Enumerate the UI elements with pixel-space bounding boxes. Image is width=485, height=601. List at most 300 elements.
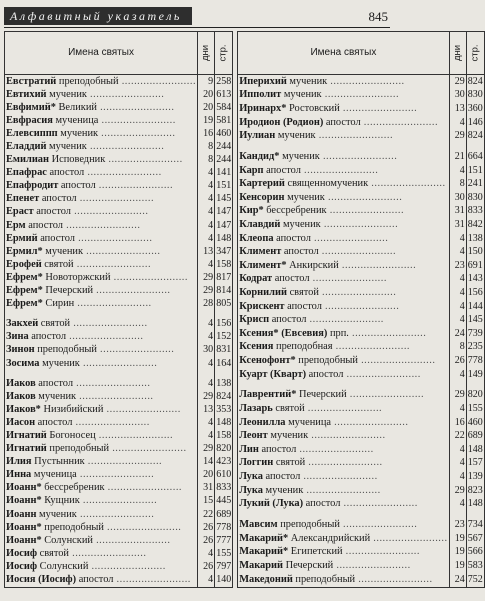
page-value: 149 [467,368,483,380]
saint-name: Иосиф Солунский ........................ [5,560,198,573]
index-row [238,402,485,416]
day-value: 20 [198,88,215,101]
saint-name: Илия Пустынник ........................ [5,456,198,469]
day-value: 31 [198,482,215,495]
day-value: 4 [449,313,466,327]
day-value: 16 [198,127,215,140]
page-value: 423 [216,456,232,468]
page-value: 241 [467,178,483,190]
day-value: 22 [198,508,215,521]
page-value: 567 [467,532,483,544]
saint-name: Ерм апостол ........................ [5,219,198,232]
saint-name: Кенсорин мученик ........................ [238,191,449,205]
day-value: 13 [198,245,215,258]
page-value: 613 [216,88,232,100]
page-value: 460 [216,127,232,139]
col-header-name: Имена святых [5,32,198,75]
index-row [5,534,233,547]
page-value: 566 [467,546,483,558]
page-value: 777 [216,534,232,546]
saint-name: Корнилий святой ........................ [238,286,449,300]
saint-name: Иперихий мученик ........................ [238,75,449,89]
day-value: 4 [449,300,466,314]
page-number: 845 [368,9,388,24]
index-row [238,218,485,232]
day-value: 31 [449,205,466,219]
saint-name: Епенет апостол ........................ [5,193,198,206]
saint-name: Климент* Анкирский ........................ [238,259,449,273]
saint-name: Лин апостол ........................ [238,443,449,457]
page-value: 150 [467,246,483,258]
page-value: 244 [216,154,232,166]
day-value: 4 [449,497,466,511]
letter-gap [238,143,485,150]
running-header [4,6,390,28]
page-value: 805 [216,298,232,310]
saint-name: Ефрем* Новоторжский ........................ [5,271,198,284]
saint-name: Климент апостол ........................ [238,245,449,259]
saint-name: Инна мученица ........................ [5,469,198,482]
index-row [5,258,233,271]
index-row [5,443,233,456]
page-value: 778 [216,521,232,533]
day-value: 4 [198,167,215,180]
saint-name: Зина апостол ........................ [5,331,198,344]
day-value: 4 [449,368,466,382]
index-row [5,508,233,521]
day-value: 28 [198,298,215,311]
saint-name: Зинон преподобный ........................ [5,344,198,357]
saint-name: Картерий священномученик ........................ [238,177,449,191]
index-row [5,271,233,284]
day-value: 30 [449,89,466,103]
day-value: 4 [198,547,215,560]
page-value: 583 [467,559,483,571]
page-value: 360 [467,103,483,114]
page-value: 146 [467,116,483,128]
saint-name: Евтихий мученик ........................ [5,88,198,101]
day-value: 9 [198,75,215,89]
page-value: 820 [467,389,483,401]
page-value: 151 [467,164,483,176]
page-value: 734 [467,519,483,531]
saint-name: Иродион (Родион) апостол ........................ [238,116,449,130]
index-row [5,482,233,495]
saint-name: Ераст апостол ........................ [5,206,198,219]
col-header-page: стр. [215,32,233,75]
index-row [5,456,233,469]
page-value: 814 [216,285,232,297]
day-value: 29 [198,271,215,284]
page-value: 144 [467,300,483,312]
page-value: 158 [216,429,232,441]
page-value: 141 [216,167,232,179]
index-row [5,154,233,167]
index-row [238,205,485,219]
index-row [238,416,485,430]
saint-name: Епафрас апостол ........................ [5,167,198,180]
day-value: 4 [198,416,215,429]
page-value: 148 [216,416,232,428]
page-value: 145 [467,314,483,326]
day-value: 4 [198,331,215,344]
day-value: 26 [198,560,215,573]
page-value: 138 [467,232,483,244]
index-columns [4,31,483,588]
saint-name: Ерофей святой ........................ [5,258,198,271]
day-value: 31 [449,218,466,232]
col-header-days: дни [449,32,466,75]
saint-name: Иаков апостол ........................ [5,377,198,390]
index-row [238,457,485,471]
index-row [238,75,485,89]
saint-name: Македоний преподобный ........................ [238,573,449,587]
index-row [5,114,233,127]
index-row [5,193,233,206]
day-value: 29 [449,75,466,89]
index-row [238,484,485,498]
page-value: 584 [216,101,232,113]
page-value: 235 [467,341,483,353]
letter-gap [238,511,485,518]
page-value: 148 [467,443,483,455]
day-value: 4 [198,357,215,370]
day-value: 26 [198,534,215,547]
day-value: 29 [198,285,215,298]
index-row [5,521,233,534]
index-table-left-body [5,75,233,588]
saint-name: Лука мученик ........................ [238,484,449,498]
index-row [5,127,233,140]
saint-name: Евстратий преподобный ........................ [6,75,197,87]
day-value: 4 [449,470,466,484]
page-value: 258 [216,75,232,87]
saint-name: Ксения* (Евсевия) прп. ........................ [238,327,449,341]
page-value: 143 [467,273,483,285]
page-value: 830 [467,89,483,101]
saint-name: Куарт (Кварт) апостол ........................ [238,368,449,382]
saint-name: Лаврентий* Печерский ........................ [238,389,449,403]
day-value: 24 [449,573,466,587]
index-row [238,389,485,403]
index-row [238,232,485,246]
saint-name: Крисп апостол ........................ [238,313,449,327]
page-value: 778 [467,354,483,366]
page-value: 157 [467,457,483,469]
day-value: 4 [449,402,466,416]
page-value: 797 [216,560,232,572]
day-value: 8 [449,341,466,355]
index-row [5,285,233,298]
saint-name: Леонт мученик ........................ [238,429,449,443]
page-value: 689 [467,430,483,442]
day-value: 22 [449,429,466,443]
page-value: 820 [216,443,232,455]
day-value: 4 [198,318,215,331]
day-value: 8 [198,154,215,167]
saint-name: Иоанн мученик ........................ [5,508,198,521]
day-value: 4 [449,286,466,300]
page-value: 148 [216,232,232,244]
saint-name: Макарий* Египетский ........................ [238,545,449,559]
index-row [238,259,485,273]
page-value: 752 [466,573,484,587]
index-row [238,191,485,205]
day-value: 19 [449,559,466,573]
page-value: 689 [216,508,232,520]
index-row [238,559,485,573]
index-row [238,300,485,314]
saint-name: Емилиан Исповедник ........................ [5,154,198,167]
page-value: 691 [467,259,483,271]
saint-name: Ипполит мученик ........................ [238,89,449,103]
day-value: 4 [198,232,215,245]
saint-name: Ефрем* Сирин ........................ [5,298,198,311]
day-value: 4 [198,258,215,271]
index-row [238,327,485,341]
saint-name: Кодрат апостол ........................ [238,273,449,287]
saint-name: Иоанн* Кущник ........................ [5,495,198,508]
index-row [238,497,485,511]
index-row [238,245,485,259]
day-value: 4 [449,443,466,457]
saint-name: Лука апостол ........................ [238,470,449,484]
page-value: 460 [467,416,483,428]
page-value: 353 [216,403,232,415]
saint-name: Еладдий мученик ........................ [5,140,198,153]
saint-name: Иаков* Низибийский ........................ [5,403,198,416]
index-row [5,232,233,245]
header-title: Алфавитный указатель [4,7,192,25]
day-value: 4 [198,219,215,232]
page-value: 156 [216,318,232,330]
day-value: 4 [449,245,466,259]
saint-name: Ермий апостол ........................ [5,232,198,245]
saint-name: Игнатий преподобный ........................ [5,443,198,456]
saint-name: Елевсиппп мученик ........................ [5,127,198,140]
saint-name: Ефрем* Печерский ........................ [5,285,198,298]
index-row [5,344,233,357]
day-value: 13 [449,102,466,116]
saint-name: Иулиан мученик ........................ [238,129,449,143]
day-value: 19 [449,532,466,546]
page-value: 581 [216,114,232,126]
saint-name: Кир* бессребреник ........................ [238,205,449,219]
page-value: 138 [216,377,232,389]
index-row [5,101,233,114]
page-value: 610 [216,469,232,481]
index-row [238,368,485,382]
day-value: 8 [449,177,466,191]
page-value: 824 [467,75,483,87]
saint-name: Клавдий мученик ........................ [238,218,449,232]
index-row [238,313,485,327]
page-value: 817 [216,271,232,283]
index-row [5,245,233,258]
page-value: 140 [215,573,233,587]
index-row [5,429,233,442]
saint-name: Епафродит апостол ........................ [5,180,198,193]
day-value: 19 [198,114,215,127]
page-value: 842 [467,219,483,231]
index-row [5,377,233,390]
index-row [238,116,485,130]
index-row [5,403,233,416]
day-value: 19 [449,545,466,559]
day-value: 29 [198,390,215,403]
day-value: 20 [198,101,215,114]
page-value: 347 [216,245,232,257]
page-value: 445 [216,495,232,507]
page-value: 831 [216,344,232,356]
day-value: 20 [198,469,215,482]
page-value: 151 [216,180,232,192]
page-value: 833 [216,482,232,494]
saint-name: Макарий Печерский ........................ [238,559,449,573]
index-row [5,219,233,232]
page-value: 139 [467,470,483,482]
page-value: 147 [216,219,232,231]
page-value: 155 [467,403,483,414]
index-table-left [4,31,233,588]
page-value: 664 [467,151,483,163]
index-row [5,331,233,344]
page-value: 148 [467,498,483,510]
day-value: 14 [198,456,215,469]
index-row [5,180,233,193]
day-value: 24 [449,327,466,341]
page-value: 739 [467,327,483,339]
saint-name: Крискент апостол ........................ [238,300,449,314]
day-value: 8 [198,140,215,153]
saint-name: Зосима мученик ........................ [5,357,198,370]
index-table-right-body [238,75,485,588]
page-value: 158 [216,258,232,270]
day-value: 4 [198,206,215,219]
day-value: 23 [449,518,466,532]
day-value: 4 [198,377,215,390]
index-row [238,532,485,546]
saint-name: Лазарь святой ........................ [238,402,449,416]
index-row [238,354,485,368]
col-header-name: Имена святых [238,32,449,75]
saint-name: Евфимий* Великий ........................ [5,101,198,114]
day-value: 23 [449,259,466,273]
index-row [5,318,233,331]
saint-name: Леонилла мученица ........................ [238,416,449,430]
index-row [238,102,485,116]
page-value: 164 [216,357,232,369]
index-row [5,573,233,587]
index-row [5,547,233,560]
index-row [5,206,233,219]
day-value: 29 [449,129,466,143]
index-row [5,140,233,153]
col-header-page: стр. [466,32,484,75]
saint-name: Макарий* Александрийский ........................ [239,532,448,544]
day-value: 26 [198,521,215,534]
day-value: 4 [449,457,466,471]
letter-gap [5,370,233,377]
saint-name: Иасон апостол ........................ [5,416,198,429]
saint-name: Карп апостол ........................ [238,164,449,178]
saint-name: Евфрасия мученица ........................ [5,114,198,127]
index-row [5,88,233,101]
page-value: 147 [216,206,232,218]
page-value: 155 [216,547,232,559]
index-row [238,443,485,457]
index-row [238,429,485,443]
saint-name: Иаков мученик ........................ [5,390,198,403]
saint-name: Лукий (Лука) апостол ........................ [238,497,449,511]
index-row [5,390,233,403]
day-value: 26 [449,354,466,368]
day-value: 4 [198,180,215,193]
index-row [238,273,485,287]
saint-name: Ермил* мученик ........................ [5,245,198,258]
day-value: 15 [198,495,215,508]
day-value: 13 [198,403,215,416]
saint-name: Кандид* мученик ........................ [238,150,449,164]
page-value: 156 [467,286,483,298]
day-value: 4 [449,116,466,130]
saint-name: Иринарх* Ростовский ........................ [238,102,449,116]
saint-name: Иосия (Иосиф) апостол ........................ [5,573,198,587]
index-row [238,177,485,191]
day-value: 4 [449,273,466,287]
index-row [5,560,233,573]
index-row [238,150,485,164]
day-value: 4 [198,193,215,206]
index-row [5,167,233,180]
page-value: 833 [467,205,483,217]
index-row [238,129,485,143]
page-value: 145 [216,193,232,205]
index-row [5,416,233,429]
index-row [238,164,485,178]
day-value: 4 [449,164,466,178]
day-value: 30 [449,191,466,205]
saint-name: Мавсим преподобный ........................ [238,518,449,532]
saint-name: Ксения преподобная ........................ [238,341,449,355]
day-value: 29 [449,389,466,403]
day-value: 4 [198,429,215,442]
day-value: 29 [198,443,215,456]
index-row [238,89,485,103]
index-row [238,518,485,532]
index-row [238,341,485,355]
index-row [5,75,233,89]
page-value: 830 [467,191,483,203]
day-value: 4 [198,573,215,587]
index-row [5,357,233,370]
index-row [238,573,485,587]
day-value: 21 [449,150,466,164]
col-header-days: дни [198,32,215,75]
saint-name: Ксенофонт* преподобный ........................ [238,354,449,368]
saint-name: Игнатий Богоносец ........................ [5,429,198,442]
index-row [238,286,485,300]
saint-name: Иоанн* Солунский ........................ [5,534,198,547]
index-table-right [237,31,485,588]
page-value: 244 [216,141,232,153]
saint-name: Закхей святой ........................ [5,318,198,331]
day-value: 4 [449,232,466,246]
day-value: 30 [198,344,215,357]
saint-name: Клеопа апостол ........................ [238,232,449,246]
page-value: 824 [467,130,483,142]
letter-gap [5,311,233,318]
